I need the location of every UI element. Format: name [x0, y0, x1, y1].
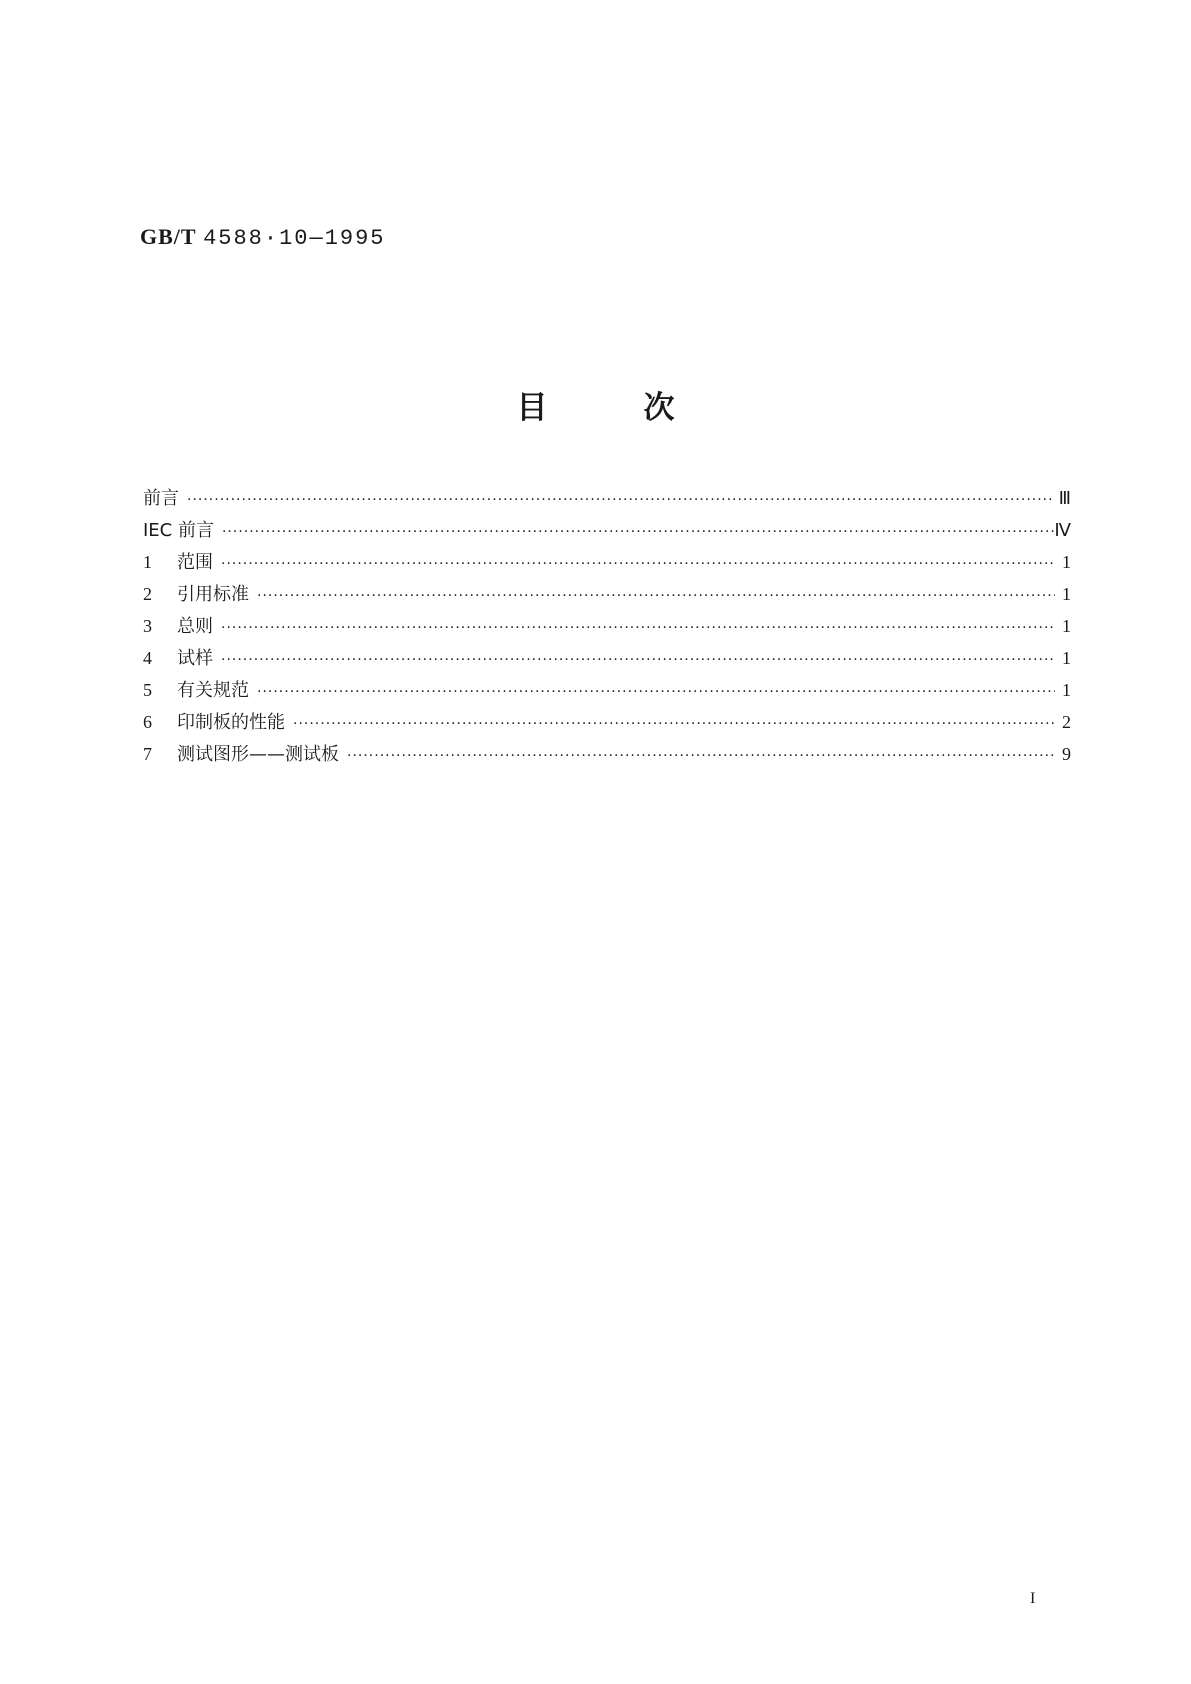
toc-entry-label: IEC 前言 [143, 520, 214, 541]
toc-entry-general[interactable] [143, 610, 1071, 642]
toc-leader-dots [293, 708, 1055, 740]
toc-entry-number: 4 [143, 648, 152, 668]
toc-entry-page: Ⅳ [1054, 520, 1071, 540]
toc-entry-label: 有关规范 [177, 680, 249, 701]
toc-title [0, 382, 1191, 427]
toc-entry-board-properties[interactable] [143, 706, 1071, 738]
toc-leader-dots [221, 612, 1055, 644]
toc-entry-number: 6 [143, 712, 152, 732]
toc-entry-label: 前言 [143, 488, 179, 509]
toc-entry-page: Ⅲ [1058, 488, 1071, 508]
toc-entry-foreword[interactable] [143, 482, 1071, 514]
toc-entry-number: 3 [143, 616, 152, 636]
standard-code [140, 224, 386, 251]
toc-entry-label: 测试图形——测试板 [177, 744, 339, 765]
toc-entry-iec-foreword[interactable] [143, 514, 1071, 546]
toc-entry-label: 范围 [177, 552, 213, 573]
toc-entry-normative-references[interactable] [143, 578, 1071, 610]
standard-prefix: GB/T [140, 224, 197, 249]
toc-entry-label: 印制板的性能 [177, 712, 285, 733]
toc-entry-page: 1 [1062, 584, 1071, 604]
standard-number: 4588·10—1995 [203, 226, 386, 251]
toc-entry-scope[interactable] [143, 546, 1071, 578]
toc-leader-dots [222, 516, 1054, 548]
toc-entry-page: 2 [1062, 712, 1071, 732]
toc-entry-page: 1 [1062, 648, 1071, 668]
toc-leader-dots [221, 548, 1055, 580]
toc-title-char-1: 目 [516, 390, 548, 426]
toc-leader-dots [257, 580, 1055, 612]
toc-entry-page: 1 [1062, 552, 1071, 572]
toc-leader-dots [187, 484, 1055, 516]
toc-title-char-2: 次 [643, 390, 675, 426]
toc-entry-relevant-specification[interactable] [143, 674, 1071, 706]
toc-entry-label: 总则 [177, 616, 213, 637]
toc-entry-test-pattern[interactable] [143, 738, 1071, 770]
toc-entry-page: 1 [1062, 616, 1071, 636]
toc-entry-number: 5 [143, 680, 152, 700]
toc-entry-page: 9 [1062, 744, 1071, 764]
toc-entry-label: 引用标准 [177, 584, 249, 605]
toc-entry-label: 试样 [177, 648, 213, 669]
toc-entry-number: 1 [143, 552, 152, 572]
toc-entry-specimens[interactable] [143, 642, 1071, 674]
page-number: I [1030, 1590, 1036, 1607]
toc-entry-number: 7 [143, 744, 152, 764]
table-of-contents [143, 482, 1071, 770]
toc-entry-page: 1 [1062, 680, 1071, 700]
toc-leader-dots [347, 740, 1055, 772]
toc-leader-dots [257, 676, 1055, 708]
toc-leader-dots [221, 644, 1055, 676]
toc-entry-number: 2 [143, 584, 152, 604]
